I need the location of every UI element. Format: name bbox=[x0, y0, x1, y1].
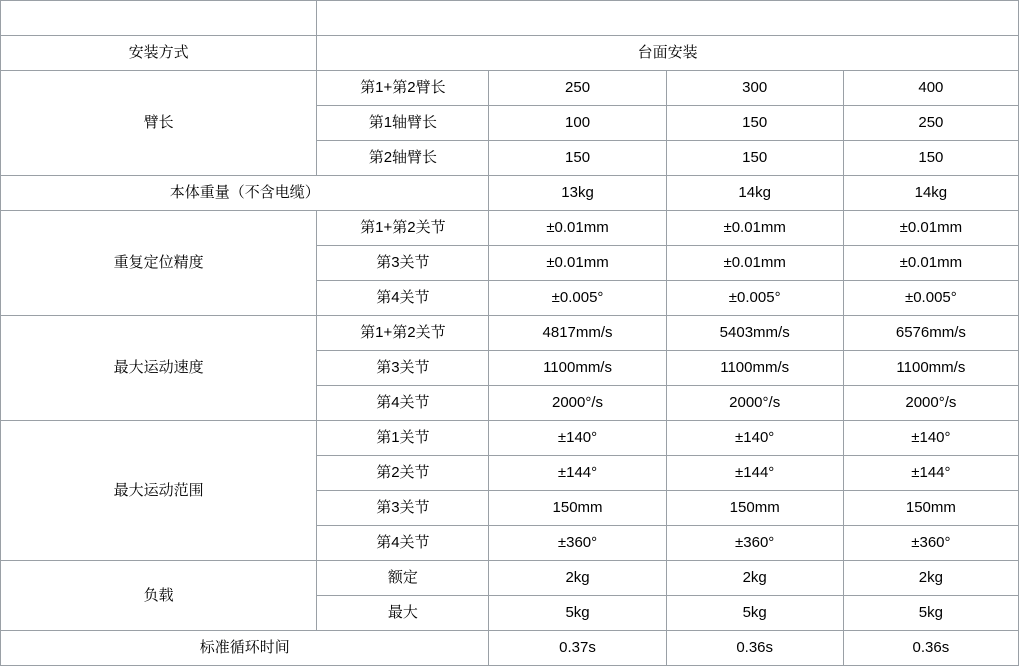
cell-value: ±0.01mm bbox=[843, 211, 1018, 246]
table-row bbox=[1, 211, 1019, 246]
cell-value: ±0.01mm bbox=[489, 246, 666, 281]
cell-value: 5kg bbox=[843, 596, 1018, 631]
cell-value: ±140° bbox=[666, 421, 843, 456]
row-label: 重复定位精度 bbox=[1, 211, 317, 316]
cell-value: ±360° bbox=[666, 526, 843, 561]
cell-value: 6576mm/s bbox=[843, 316, 1018, 351]
cell-value: 0.36s bbox=[843, 631, 1018, 666]
cell-value: 250 bbox=[489, 71, 666, 106]
sub-label: 第3关节 bbox=[317, 491, 489, 526]
table-row bbox=[1, 316, 1019, 351]
cell-value: ±0.005° bbox=[489, 281, 666, 316]
row-label: 标准循环时间 bbox=[1, 631, 489, 666]
sub-label: 第1关节 bbox=[317, 421, 489, 456]
cell-value: 2000°/s bbox=[666, 386, 843, 421]
row-label: 最大运动速度 bbox=[1, 316, 317, 421]
row-label: 本体重量（不含电缆） bbox=[1, 176, 489, 211]
cell-value: 14kg bbox=[843, 176, 1018, 211]
sub-label: 第1+第2关节 bbox=[317, 316, 489, 351]
cell-value: 400 bbox=[843, 71, 1018, 106]
cell-value: 2kg bbox=[489, 561, 666, 596]
cell-value: ±140° bbox=[843, 421, 1018, 456]
cell-value: 0.36s bbox=[666, 631, 843, 666]
cell-value: 5kg bbox=[489, 596, 666, 631]
table-row bbox=[1, 561, 1019, 596]
cell-value: 14kg bbox=[666, 176, 843, 211]
cell-value: 13kg bbox=[489, 176, 666, 211]
cell-value: ±140° bbox=[489, 421, 666, 456]
cell-value: 5kg bbox=[666, 596, 843, 631]
cell-value: 1100mm/s bbox=[666, 351, 843, 386]
sub-label: 第2轴臂长 bbox=[317, 141, 489, 176]
sub-label: 第3关节 bbox=[317, 246, 489, 281]
row-label: 最大运动范围 bbox=[1, 421, 317, 561]
table-row bbox=[1, 421, 1019, 456]
table-row bbox=[1, 176, 1019, 211]
sub-label: 最大 bbox=[317, 596, 489, 631]
sub-label: 第1轴臂长 bbox=[317, 106, 489, 141]
cell-value: ±0.01mm bbox=[489, 211, 666, 246]
sub-label: 第2关节 bbox=[317, 456, 489, 491]
cell-value: 2000°/s bbox=[843, 386, 1018, 421]
sub-label: 第4关节 bbox=[317, 526, 489, 561]
row-label: 安装方式 bbox=[1, 36, 317, 71]
cell-value: 300 bbox=[666, 71, 843, 106]
cell-value: ±360° bbox=[489, 526, 666, 561]
sub-label: 第1+第2关节 bbox=[317, 211, 489, 246]
cell-value: 150mm bbox=[489, 491, 666, 526]
table-row bbox=[1, 36, 1019, 71]
sub-label: 第4关节 bbox=[317, 281, 489, 316]
cell-value: ±144° bbox=[489, 456, 666, 491]
cell-value: 4817mm/s bbox=[489, 316, 666, 351]
cell-value: 2000°/s bbox=[489, 386, 666, 421]
cell-value: 150mm bbox=[666, 491, 843, 526]
cell-value: 2kg bbox=[843, 561, 1018, 596]
table-row bbox=[1, 71, 1019, 106]
cell-value: 1100mm/s bbox=[843, 351, 1018, 386]
sub-label: 第1+第2臂长 bbox=[317, 71, 489, 106]
sub-label: 第4关节 bbox=[317, 386, 489, 421]
cell-value: ±0.01mm bbox=[843, 246, 1018, 281]
cell-value: ±0.005° bbox=[843, 281, 1018, 316]
cell-value: 150mm bbox=[843, 491, 1018, 526]
row-label: 臂长 bbox=[1, 71, 317, 176]
cell-value: ±360° bbox=[843, 526, 1018, 561]
cell-value: ±0.01mm bbox=[666, 246, 843, 281]
cell-value: ±144° bbox=[843, 456, 1018, 491]
row-value-all: 台面安装 bbox=[317, 36, 1019, 71]
row-label: 负载 bbox=[1, 561, 317, 631]
cell-value: 250 bbox=[843, 106, 1018, 141]
table-row bbox=[1, 631, 1019, 666]
sub-label: 额定 bbox=[317, 561, 489, 596]
cell-value: 100 bbox=[489, 106, 666, 141]
cell-value: 2kg bbox=[666, 561, 843, 596]
cell-value: ±144° bbox=[666, 456, 843, 491]
sub-label: 第3关节 bbox=[317, 351, 489, 386]
cell-value: 150 bbox=[666, 141, 843, 176]
cell-value: 150 bbox=[666, 106, 843, 141]
cell-value: ±0.01mm bbox=[666, 211, 843, 246]
cell-value: 0.37s bbox=[489, 631, 666, 666]
cell-value: 150 bbox=[489, 141, 666, 176]
table-header-row bbox=[1, 1, 1019, 36]
cell-value: ±0.005° bbox=[666, 281, 843, 316]
cell-value: 150 bbox=[843, 141, 1018, 176]
cell-value: 5403mm/s bbox=[666, 316, 843, 351]
cell-value: 1100mm/s bbox=[489, 351, 666, 386]
header-model-cell: GBS5A-R250/R300/R400-SC bbox=[317, 1, 1019, 36]
header-label-cell: 型号 bbox=[1, 1, 317, 36]
